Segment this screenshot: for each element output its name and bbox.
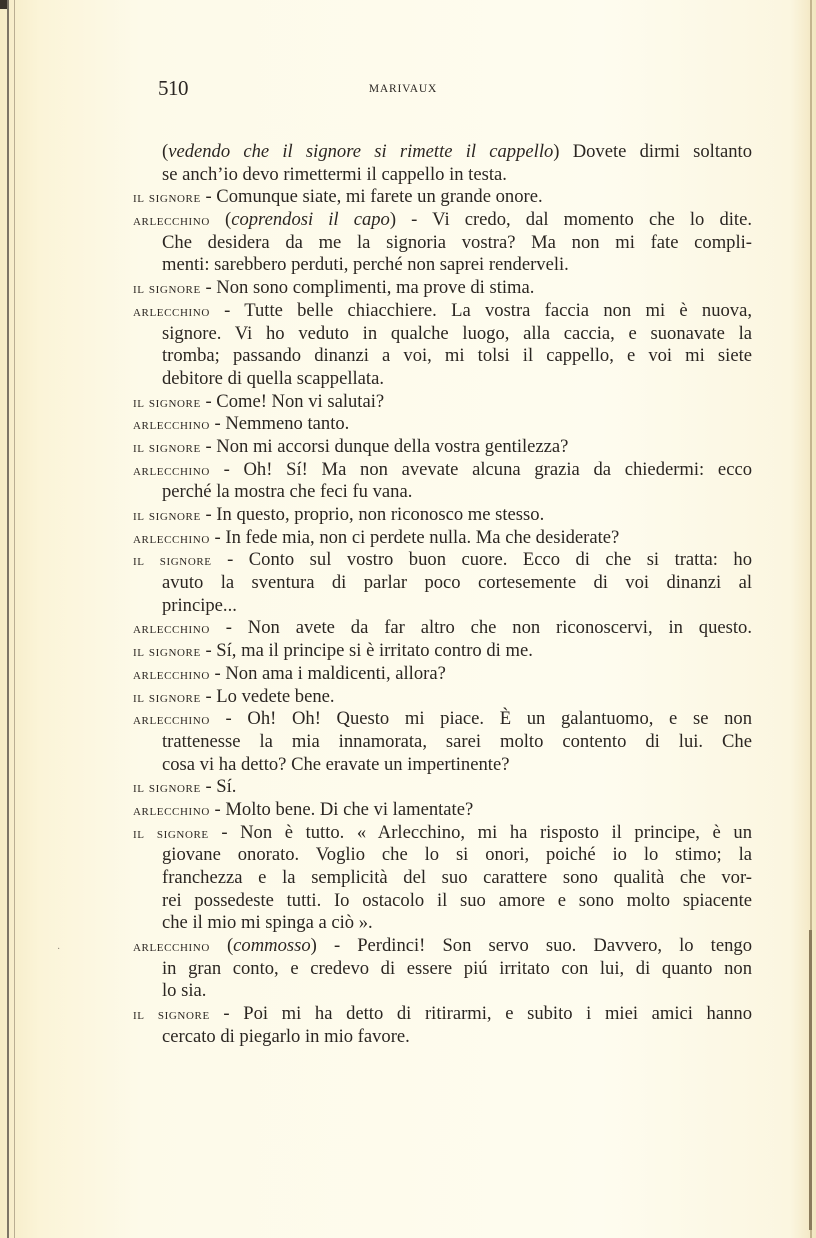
dialogue-text: lo sia. (162, 980, 207, 1002)
speech-line (133, 549, 752, 572)
continuation-line (133, 1026, 752, 1049)
page-header (158, 76, 648, 106)
speech-line (133, 391, 752, 414)
dialogue-text: trattenesse la mia innamorata, sarei molto contento di lui. Che (162, 730, 752, 752)
speech-line (133, 776, 752, 799)
speaker-name: arlecchino (133, 462, 210, 479)
speaker-name: arlecchino (133, 802, 210, 819)
stage-direction: (coprendosi il capo) (209, 209, 397, 231)
dialogue-text: menti: sarebbero perduti, perché non saprei renderveli. (162, 254, 569, 276)
dialogue-text: - Oh! Oh! Questo mi piace. È un galantuomo, e se non (209, 708, 752, 730)
speaker-name: arlecchino (133, 213, 210, 230)
continuation-line (133, 595, 752, 618)
speaker-name: il signore (133, 1007, 210, 1024)
speech-line (133, 1003, 752, 1026)
running-head: MARIVAUX (368, 83, 438, 95)
dialogue-text: - Nemmeno tanto. (209, 413, 350, 435)
continuation-line (133, 572, 752, 595)
dialogue-text: debitore di quella scappellata. (162, 367, 384, 389)
dialogue-text: - Non mi accorsi dunque della vostra gentilezza? (200, 435, 569, 457)
dialogue-text: - Non sono complimenti, ma prove di stima. (200, 277, 535, 299)
speaker-name: arlecchino (133, 417, 210, 434)
dialogue-text: perché la mostra che feci fu vana. (162, 481, 413, 503)
dialogue-text: - Perdinci! Son servo suo. Davvero, lo tengo (316, 935, 752, 957)
continuation-line (133, 141, 752, 164)
dialogue-text: - Poi mi ha detto di ritirarmi, e subito i miei amici hanno (209, 1003, 752, 1025)
speech-line (133, 527, 752, 550)
speech-line (133, 822, 752, 845)
dialogue-text: franchezza e la semplicità del suo carattere sono qualità che vor- (162, 867, 752, 888)
dialogue-text: - Non avete da far altro che non riconoscervi, in questo. (209, 617, 752, 639)
continuation-line (133, 958, 752, 981)
dialogue-text: - Tutte belle chiacchiere. La vostra faccia non mi è nuova, (209, 299, 752, 321)
speaker-name: il signore (133, 825, 209, 842)
speaker-name: il signore (133, 394, 201, 411)
speaker-name: il signore (133, 780, 201, 797)
dialogue-text: - Lo vedete bene. (200, 685, 335, 707)
speech-line (133, 799, 752, 822)
dialogue-text: - Non è tutto. « Arlecchino, mi ha risposto il principe, è un (208, 821, 752, 843)
dialogue-text: Che desidera da me la signoria vostra? Ma non mi fate compli- (162, 231, 752, 253)
speech-line (133, 300, 752, 323)
dialogue-text: - Sí. (200, 776, 237, 798)
speaker-name: il signore (133, 190, 201, 207)
continuation-line (133, 232, 752, 255)
continuation-line (133, 912, 752, 935)
continuation-line (133, 980, 752, 1003)
continuation-line (133, 844, 752, 867)
dialogue-text: - Non ama i maldicenti, allora? (209, 662, 446, 684)
dialogue-text: cercato di piegarlo in mio favore. (162, 1025, 410, 1047)
dialogue-text: in gran conto, e credevo di essere piú irritato con lui, di quanto non (162, 957, 752, 979)
dialogue-text: - In questo, proprio, non riconosco me stesso. (200, 504, 545, 525)
dialogue-text: tromba; passando dinanzi a voi, mi tolsi il cappello, e voi mi siete (162, 345, 752, 367)
speech-line (133, 708, 752, 731)
speaker-name: arlecchino (133, 666, 210, 683)
dialogue-text: cosa vi ha detto? Che eravate un impertinente? (162, 753, 510, 775)
dialogue-text: - In fede mia, non ci perdete nulla. Ma che desiderate? (209, 526, 620, 548)
dialogue-text: - Vi credo, dal momento che lo dite. (396, 209, 752, 231)
speech-line (133, 504, 752, 527)
speech-line (133, 459, 752, 482)
continuation-line (133, 345, 752, 368)
margin-mark: · (57, 944, 61, 955)
continuation-line (133, 164, 752, 187)
speech-line (133, 186, 752, 209)
speech-line (133, 686, 752, 709)
dialogue-text: - Come! Non vi salutai? (200, 390, 385, 412)
speaker-name: il signore (133, 644, 201, 661)
continuation-line (133, 754, 752, 777)
dialogue-text: principe... (162, 594, 237, 616)
continuation-line (133, 323, 752, 346)
dialogue-text: - Oh! Sí! Ma non avevate alcuna grazia da chiedermi: ecco (209, 458, 752, 480)
continuation-line (133, 867, 752, 890)
stage-direction: (vedendo che il signore si rimette il cappello) (162, 141, 560, 162)
play-text (133, 141, 752, 1049)
dialogue-text: - Molto bene. Di che vi lamentate? (209, 798, 474, 820)
speech-line (133, 617, 752, 640)
speaker-name: arlecchino (133, 939, 210, 956)
binding-line (14, 0, 15, 1238)
page-edge-shadow (809, 930, 812, 1230)
speaker-name: il signore (133, 553, 212, 570)
continuation-line (133, 368, 752, 391)
speech-line (133, 640, 752, 663)
stage-direction: (commosso) (209, 935, 317, 957)
dialogue-text: se anch’io devo rimettermi il cappello in testa. (162, 163, 507, 185)
dialogue-text: che il mio mi spinga a ciò ». (162, 912, 373, 934)
speaker-name: il signore (133, 281, 201, 298)
dialogue-text: rei possedeste tutti. Io ostacolo il suo amore e sono molto spiacente (162, 889, 752, 911)
continuation-line (133, 481, 752, 504)
binding-line (7, 0, 9, 1238)
speech-line (133, 436, 752, 459)
dialogue-text: - Conto sul vostro buon cuore. Ecco di che si tratta: ho (211, 549, 752, 571)
speaker-name: il signore (133, 508, 201, 524)
speech-line (133, 935, 752, 958)
continuation-line (133, 890, 752, 913)
speaker-name: arlecchino (133, 621, 210, 638)
speech-line (133, 209, 752, 232)
speaker-name: arlecchino (133, 303, 210, 320)
dialogue-text: signore. Vi ho veduto in qualche luogo, alla caccia, e suonavate la (162, 322, 752, 344)
dialogue-text: giovane onorato. Voglio che lo si onori, poiché io lo stimo; la (162, 844, 752, 866)
speaker-name: il signore (133, 689, 201, 706)
dialogue-text: Dovete dirmi soltanto (559, 141, 752, 162)
speech-line (133, 663, 752, 686)
dialogue-text: - Sí, ma il principe si è irritato contro di me. (200, 640, 533, 662)
continuation-line (133, 731, 752, 754)
speaker-name: il signore (133, 439, 201, 456)
page-number: 510 (158, 76, 188, 100)
continuation-line (133, 254, 752, 277)
speech-line (133, 277, 752, 300)
speaker-name: arlecchino (133, 712, 210, 729)
speaker-name: arlecchino (133, 530, 210, 547)
dialogue-text: - Comunque siate, mi farete un grande onore. (200, 186, 543, 208)
dialogue-text: avuto la sventura di parlar poco cortesemente di voi dinanzi al (162, 572, 752, 594)
speech-line (133, 413, 752, 436)
